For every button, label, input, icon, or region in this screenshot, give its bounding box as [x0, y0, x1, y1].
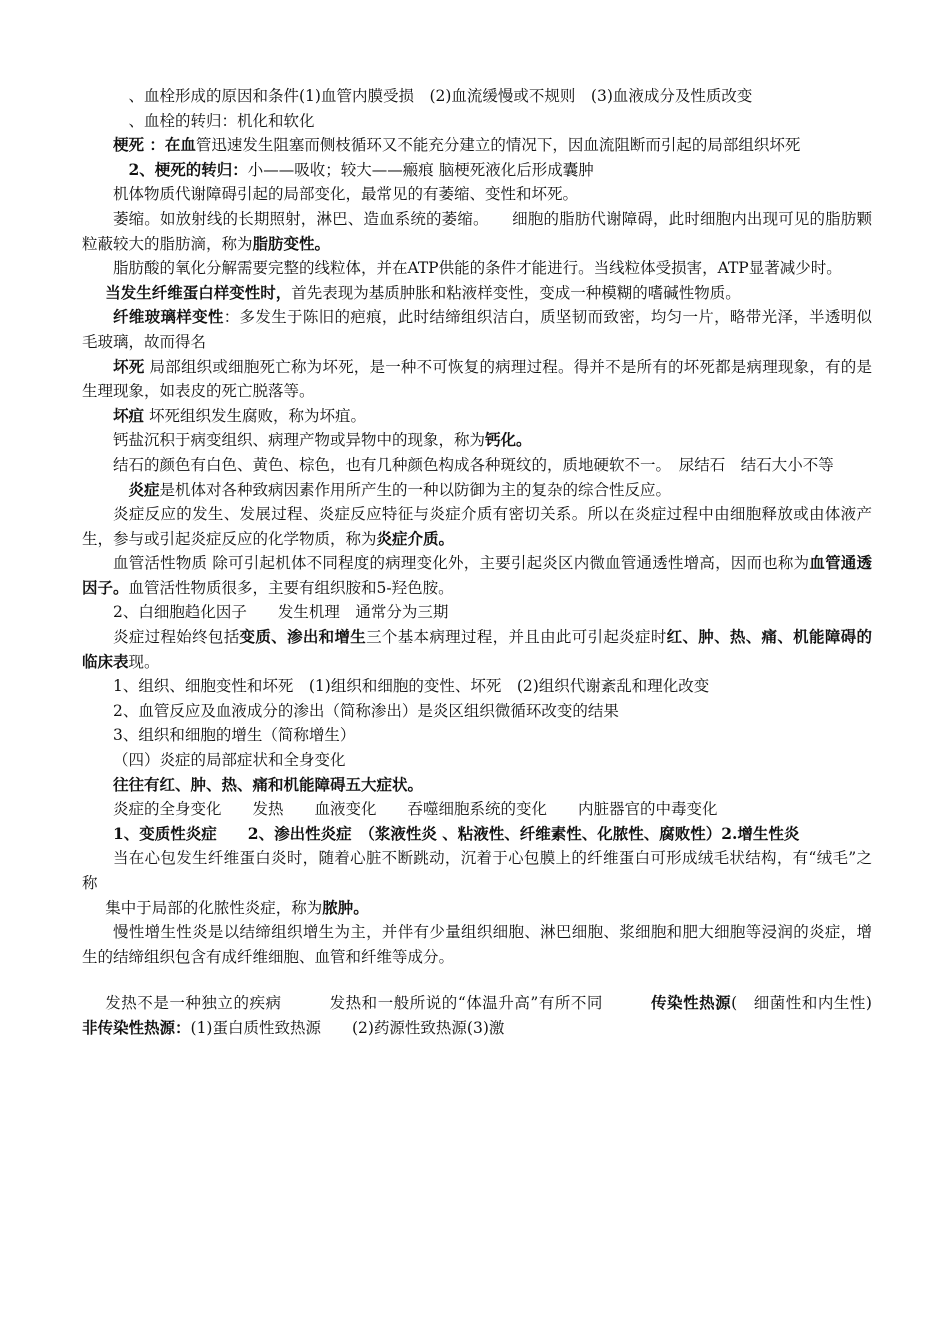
paragraph [82, 920, 872, 969]
text-run: 局部组织或细胞死亡称为坏死，是一种不可恢复的病理过程。得并不是所有的坏死都是病理现象，有的是生理现象，如表皮的死亡脱落等。 [82, 357, 872, 401]
text-run: 当在心包发生纤维蛋白炎时，随着心脏不断跳动，沉着于心包膜上的纤维蛋白可形成绒毛状结构，有“绒毛”之称 [82, 849, 872, 892]
bold-term: 往往有红、肿、热、痛和机能障碍五大症状。 [113, 774, 424, 794]
text-run: 现。 [128, 652, 160, 671]
text-run: 2、血管反应及血液成分的渗出（简称渗出）是炎区组织微循环改变的结果 [113, 701, 619, 720]
text-run: 、血栓形成的原因和条件(1)血管内膜受损 (2)血流缓慢或不规则 (3)血液成分及性质改变 [128, 87, 753, 105]
text-run: 1、组织、细胞变性和坏死 (1)组织和细胞的变性、坏死 (2)组织代谢紊乱和理化改变 [113, 677, 710, 696]
text-run: 萎缩。如放射线的长期照射，淋巴、造血系统的萎缩。 细胞的脂肪代谢障碍，此时细胞内出现可见的脂肪颗粒蔽较大的脂肪滴，称为 [82, 209, 872, 253]
text-run: (1)蛋白质性致热源 (2)药源性致热源(3)激 [190, 1018, 505, 1037]
paragraph [82, 991, 888, 1040]
text-run: 首先表现为基质肿胀和粘液样变性，变成一种模糊的嗜碱性物质。 [291, 283, 741, 302]
paragraph [82, 281, 872, 306]
text-run: 小——吸收；较大——瘢痕 脑梗死液化后形成囊肿 [247, 160, 594, 179]
bold-term: 炎症介质。 [376, 528, 455, 548]
paragraph [82, 797, 872, 822]
text-run: 集中于局部的化脓性炎症，称为 [105, 898, 323, 917]
bold-term: 炎症 [128, 479, 160, 499]
bold-term: 梗死 ：在血 [113, 135, 196, 155]
paragraph [82, 674, 872, 699]
text-run: 发热不是一种独立的疾病 发热和一般所说的“体温升高”有所不同 [105, 994, 652, 1013]
paragraph [82, 109, 872, 134]
paragraph [82, 84, 872, 109]
paragraph [82, 133, 872, 158]
paragraph [82, 600, 872, 625]
paragraph [82, 305, 872, 354]
paragraph [82, 404, 872, 429]
bold-term: 红、肿、热、痛、机能障碍的临床表 [82, 627, 872, 671]
paragraph [82, 723, 872, 748]
text-run: 管迅速发生阻塞而侧枝循环又不能充分建立的情况下，因血流阻断而引起的局部组织坏死 [195, 136, 801, 155]
paragraph [82, 207, 872, 256]
paragraph [82, 453, 872, 478]
bold-term: 2、梗死的转归： [128, 159, 248, 179]
text-run: 是机体对各种致病因素作用所产生的一种以防御为主的复杂的综合性反应。 [159, 480, 672, 499]
text-run: 机体物质代谢障碍引起的局部变化，最常见的有萎缩、变性和坏死。 [113, 185, 579, 204]
text-run: 3、组织和细胞的增生（简称增生） [113, 726, 356, 745]
text-run: ：多发生于陈旧的疤痕，此时结缔组织洁白，质坚韧而致密，均匀一片，略带光泽，半透明似毛玻璃，故而得名 [82, 308, 872, 351]
text-run: 炎症过程始终包括 [113, 628, 240, 647]
text-run: 结石的颜色有白色、黄色、棕色，也有几种颜色构成各种斑纹的，质地硬软不一。 尿结石 结石大小不等 [113, 455, 834, 474]
paragraph [82, 256, 872, 281]
paragraph [82, 478, 872, 503]
paragraph [82, 822, 872, 847]
bold-term: 钙化。 [485, 430, 532, 450]
bold-term: 血管通透因子。 [82, 553, 872, 597]
paragraph [82, 428, 872, 453]
text-run: 钙盐沉积于病变组织、病理产物或异物中的现象，称为 [113, 431, 486, 450]
text-run: 炎症的全身变化 发热 血液变化 吞噬细胞系统的变化 内脏器官的中毒变化 [113, 800, 718, 819]
text-run: 脂肪酸的氧化分解需要完整的线粒体，并在ATP供能的条件才能进行。当线粒体受损害，ATP显著减少时。 [113, 259, 842, 278]
document-page [82, 84, 888, 1041]
paragraph [82, 502, 872, 551]
bold-term: 纤维玻璃样变性 [113, 307, 224, 327]
text-run: 、血栓的转归：机化和软化 [128, 111, 315, 130]
paragraph [82, 182, 872, 207]
bold-term: 非传染性热源： [82, 1017, 191, 1037]
text-run: 炎症反应的发生、发展过程、炎症反应特征与炎症介质有密切关系。所以在炎症过程中由细胞释放或由体液产生，参与或引起炎症反应的化学物质，称为 [82, 505, 872, 548]
bold-term: 脓肿。 [322, 897, 369, 917]
bold-term: 传染性热源 [651, 993, 732, 1013]
bold-term: 当发生纤维蛋白样变性时， [105, 282, 292, 302]
paragraph [82, 773, 872, 798]
paragraph [82, 699, 872, 724]
blank-line [82, 969, 872, 991]
paragraph [82, 896, 872, 921]
paragraph [82, 551, 872, 600]
bold-term: 1、变质性炎症 2、渗出性炎症 （浆液性炎 、粘液性、纤维素性、化脓性、腐败性）2.增生性炎 [113, 823, 800, 843]
bold-term: 坏疽 [113, 405, 145, 425]
paragraph [82, 846, 872, 895]
text-run: 三个基本病理过程，并且由此可引起炎症时 [366, 628, 667, 647]
paragraph [82, 355, 872, 404]
text-run: 慢性增生性炎是以结缔组织增生为主，并伴有少量组织细胞、淋巴细胞、浆细胞和肥大细胞等浸润的炎症，增生的结缔组织包含有成纤维细胞、血管和纤维等成分。 [82, 923, 872, 966]
text-run: 坏死组织发生腐败，称为坏疽。 [144, 406, 366, 425]
text-run: 血管活性物质 除可引起机体不同程度的病理变化外，主要引起炎区内微血管通透性增高，因而也称为 [113, 554, 810, 573]
text-run: 2、白细胞趋化因子 发生机理 通常分为三期 [113, 603, 449, 622]
text-run: ( 细菌性和内生性) [731, 994, 888, 1013]
paragraph [82, 748, 872, 773]
bold-term: 坏死 [113, 356, 145, 376]
bold-term: 变质、渗出和增生 [239, 627, 367, 647]
bold-term: 脂肪变性。 [252, 233, 331, 253]
paragraph [82, 158, 872, 183]
text-run: （四）炎症的局部症状和全身变化 [113, 751, 346, 770]
text-run: 血管活性物质很多，主要有组织胺和5-羟色胺。 [128, 578, 454, 597]
paragraph [82, 625, 872, 674]
